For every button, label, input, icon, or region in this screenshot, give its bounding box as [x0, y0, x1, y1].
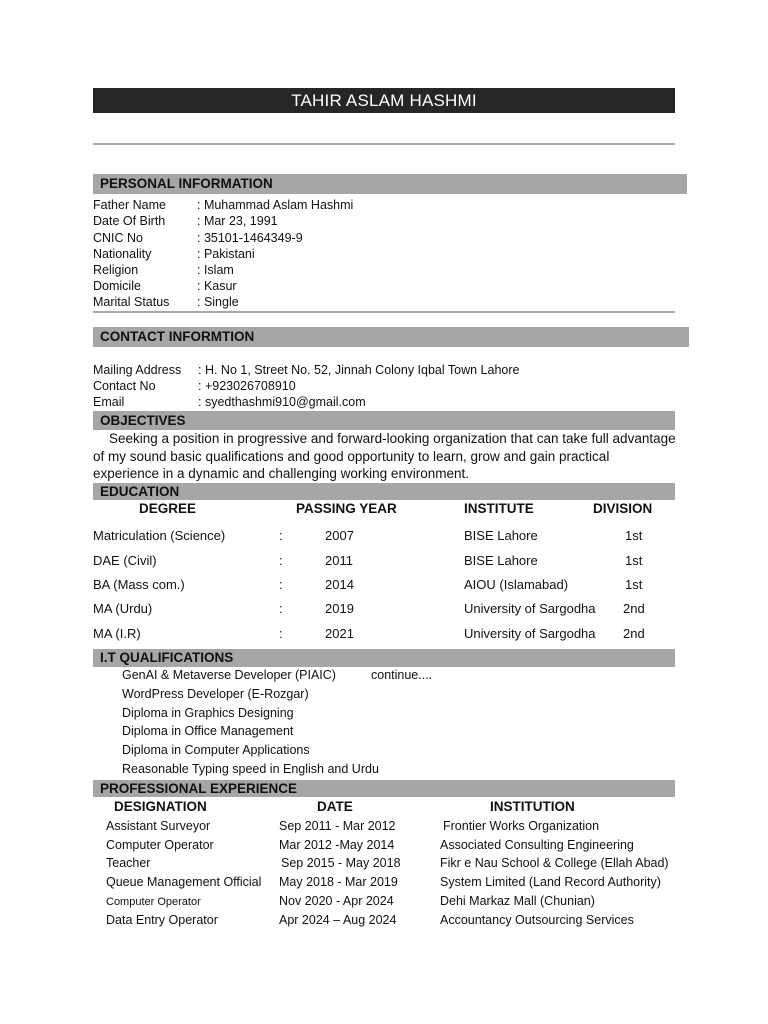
it-item: Diploma in Graphics Designing: [122, 706, 294, 720]
section-contact-information: CONTACT INFORMTION: [93, 327, 689, 347]
experience-date: Sep 2011 - Mar 2012: [279, 819, 396, 833]
it-item: Diploma in Computer Applications: [122, 743, 310, 757]
contact-label: Email: [93, 395, 125, 409]
education-institute: BISE Lahore: [464, 528, 538, 543]
contact-label: Contact No: [93, 379, 156, 393]
divider: [93, 311, 675, 313]
education-year: 2019: [325, 601, 354, 616]
personal-label: Father Name: [93, 198, 166, 212]
contact-label: Mailing Address: [93, 363, 182, 377]
personal-value: : Mar 23, 1991: [197, 214, 278, 228]
experience-institution: Fikr e Nau School & College (Ellah Abad): [440, 856, 669, 870]
education-year: 2007: [325, 528, 354, 543]
divider: [93, 143, 675, 145]
education-header-division: DIVISION: [593, 501, 653, 516]
education-separator: :: [279, 626, 283, 641]
objective-paragraph: Seeking a position in progressive and forward-looking organization that can take full advantage of my sound basic qualifications and good opportunity to learn, grow and gain practical experience in a dynamic and challenging working environment.: [93, 431, 676, 481]
personal-value: : 35101-1464349-9: [197, 231, 303, 245]
section-objectives: OBJECTIVES: [93, 411, 675, 430]
section-education: EDUCATION: [93, 483, 675, 500]
education-division: 1st: [625, 577, 643, 592]
experience-designation: Computer Operator: [106, 896, 201, 908]
experience-institution: Frontier Works Organization: [443, 819, 600, 833]
education-header-degree: DEGREE: [139, 501, 197, 516]
section-personal-information: PERSONAL INFORMATION: [93, 174, 687, 194]
experience-designation: Computer Operator: [106, 838, 214, 852]
experience-institution: Associated Consulting Engineering: [440, 838, 634, 852]
education-division: 2nd: [623, 626, 645, 641]
education-header-institute: INSTITUTE: [464, 501, 534, 516]
personal-label: Domicile: [93, 279, 141, 293]
education-institute: BISE Lahore: [464, 553, 538, 568]
personal-value: : Kasur: [197, 279, 237, 293]
contact-value: : H. No 1, Street No. 52, Jinnah Colony Iqbal Town Lahore: [198, 363, 520, 377]
personal-label: Date Of Birth: [93, 214, 166, 228]
experience-designation: Queue Management Official: [106, 875, 262, 889]
experience-designation: Assistant Surveyor: [106, 819, 211, 833]
education-separator: :: [279, 528, 283, 543]
education-header-year: PASSING YEAR: [296, 501, 397, 516]
education-degree: BA (Mass com.): [93, 577, 185, 592]
it-item: Diploma in Office Management: [122, 724, 294, 738]
education-separator: :: [279, 601, 283, 616]
education-year: 2021: [325, 626, 354, 641]
experience-institution: Dehi Markaz Mall (Chunian): [440, 894, 595, 908]
resume-name: TAHIR ASLAM HASHMI: [93, 88, 675, 113]
it-item: Reasonable Typing speed in English and Urdu: [122, 762, 379, 776]
personal-value: : Single: [197, 295, 239, 309]
it-item-note: continue....: [371, 668, 433, 682]
education-institute: AIOU (Islamabad): [464, 577, 569, 592]
contact-value: : syedthashmi910@gmail.com: [198, 395, 366, 409]
it-item: GenAI & Metaverse Developer (PIAIC): [122, 668, 336, 682]
education-separator: :: [279, 577, 283, 592]
personal-value: : Muhammad Aslam Hashmi: [197, 198, 354, 212]
experience-date: Mar 2012 -May 2014: [279, 838, 395, 852]
personal-label: Marital Status: [93, 295, 170, 309]
personal-label: CNIC No: [93, 231, 144, 245]
experience-institution: System Limited (Land Record Authority): [440, 875, 661, 889]
personal-label: Religion: [93, 263, 139, 277]
experience-header-designation: DESIGNATION: [114, 799, 207, 814]
section-it-qualifications: I.T QUALIFICATIONS: [93, 649, 675, 667]
education-degree: MA (I.R): [93, 626, 141, 641]
education-year: 2014: [325, 577, 354, 592]
personal-value: : Pakistani: [197, 247, 255, 261]
education-division: 1st: [625, 528, 643, 543]
education-institute: University of Sargodha: [464, 626, 596, 641]
objective-text: [93, 430, 678, 483]
education-degree: DAE (Civil): [93, 553, 157, 568]
experience-header-date: DATE: [317, 799, 353, 814]
experience-date: Nov 2020 - Apr 2024: [279, 894, 394, 908]
education-division: 2nd: [623, 601, 645, 616]
personal-label: Nationality: [93, 247, 152, 261]
it-item: WordPress Developer (E-Rozgar): [122, 687, 309, 701]
experience-designation: Teacher: [106, 856, 151, 870]
education-year: 2011: [325, 553, 353, 568]
experience-institution: Accountancy Outsourcing Services: [440, 913, 634, 927]
education-degree: Matriculation (Science): [93, 528, 226, 543]
experience-date: Apr 2024 – Aug 2024: [279, 913, 397, 927]
education-division: 1st: [625, 553, 643, 568]
experience-header-institution: INSTITUTION: [490, 799, 575, 814]
section-professional-experience: PROFESSIONAL EXPERIENCE: [93, 780, 675, 797]
contact-value: : +923026708910: [198, 379, 296, 393]
education-degree: MA (Urdu): [93, 601, 153, 616]
education-separator: :: [279, 553, 283, 568]
education-institute: University of Sargodha: [464, 601, 596, 616]
experience-date: May 2018 - Mar 2019: [279, 875, 398, 889]
experience-designation: Data Entry Operator: [106, 913, 218, 927]
personal-value: : Islam: [197, 263, 234, 277]
experience-date: Sep 2015 - May 2018: [281, 856, 401, 870]
